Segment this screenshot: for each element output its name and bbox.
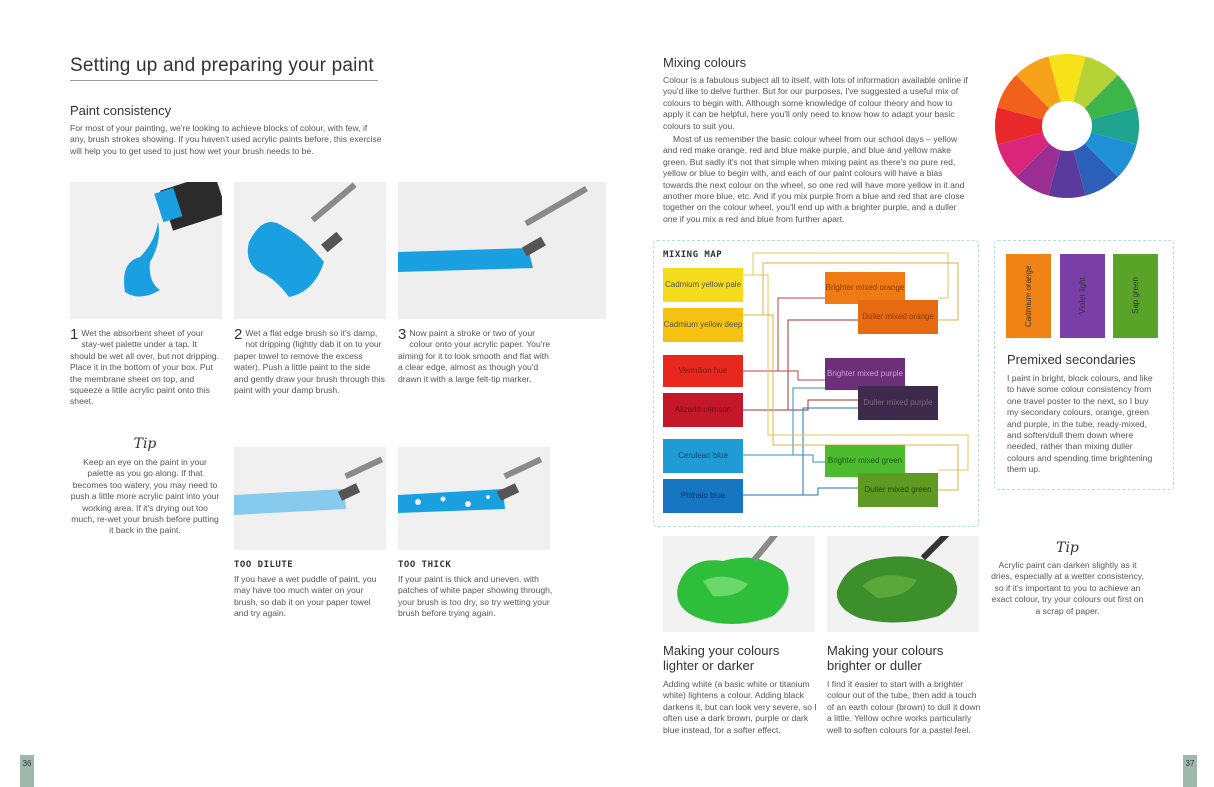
too-dilute-text: If you have a wet puddle of paint, you may have too much water on your brush, so dab it on your paper towel and try again. (234, 574, 377, 619)
lighter-darker-photo (663, 536, 815, 632)
step-1-photo (70, 182, 222, 319)
swatch-sap-green: Sap green (1113, 254, 1158, 338)
swatch-cadmium-yellow-deep: Cadmium yellow deep (663, 308, 743, 342)
step-2-photo (234, 182, 386, 319)
swatch-cerulean-blue: Cerulean blue (663, 439, 743, 473)
swatch-brighter-green: Brighter mixed green (825, 445, 905, 477)
too-thick-label: TOO THICK (398, 560, 452, 570)
page-title: Setting up and preparing your paint (70, 55, 374, 76)
swatch-phthalo-blue: Phthalo blue (663, 479, 743, 513)
tip-text: Keep an eye on the paint in your palette as you go along. If that becomes too watery, you may need to push a little more acrylic paint into your working area. If it's drying out too much, re-wet your brush before putting it back in the paint. (70, 457, 220, 536)
swatch-duller-purple: Duller mixed purple (858, 386, 938, 420)
step-number: 2 (234, 326, 243, 343)
too-dilute-label: TOO DILUTE (234, 560, 294, 570)
step-1-text: 1 Wet the absorbent sheet of your stay-wet palette under a tap. It should be wet all over, but not dripping. Place it in the bottom of your box. Put the membrane sheet on top, and squeeze a little acrylic paint onto this sheet. (70, 326, 220, 407)
swatch-violet-light: Violet light (1060, 254, 1105, 338)
step-number: 1 (70, 326, 79, 343)
step-2-text: 2 Wet a flat edge brush so it's damp, not dripping (lightly dab it on to your paper towel to remove the excess water). Push a little paint to the side and gently draw your brush through this paint with your damp brush. (234, 326, 385, 396)
swatch-duller-orange: Duller mixed orange (858, 300, 938, 334)
swatch-cadmium-orange: Cadmium orange (1006, 254, 1051, 338)
swatch-duller-green: Duller mixed green (858, 473, 938, 507)
step-number: 3 (398, 326, 407, 343)
lighter-darker-text: Adding white (a basic white or titanium white) lightens a colour. Adding black darkens it, but can look very severe, so I often use a dark brown, purple or dark blue instead, for a softer effect. (663, 679, 817, 735)
mixing-colours-text-2: Most of us remember the basic colour wheel from our school days – yellow and red make orange, red and blue make purple, and blue and yellow make green. But sadly it's not that simple when mixing paint as there's no pure red, yellow or blue to begin with, and each of our paint colours will have a bias towards the next colour on the wheel, so one red will have more yellow in it and another more blue, etc. And if you mix purple from a blue and red that are close together on the colour wheel, you'll end up with a brighter purple, and a duller one if you mix a red and blue from further apart. (663, 134, 965, 224)
tip-text-right: Acrylic paint can darken slightly as it dries, especially at a wetter consistency, so if it's important to you to achieve an exact colour, try your colours out first on a scrap of paper. (991, 560, 1144, 616)
swatch-brighter-orange: Brighter mixed orange (825, 272, 905, 304)
swatch-brighter-purple: Brighter mixed purple (825, 358, 905, 390)
step-3-text: 3 Now paint a stroke or two of your colour onto your acrylic paper. You're aiming for it to look smooth and flat with a clear edge, almost as though you'd drawn it with a large felt-tip marker. (398, 326, 551, 384)
brighter-duller-text: I find it easier to start with a brighter colour out of the tube, then add a touch of an earth colour (brown) to dull it down a little. Yellow ochre works particularly well to soften colours for a pastel feel. (827, 679, 981, 735)
mixing-colours-text-1: Colour is a fabulous subject all to itself, with lots of information available online if you'd like to delve further. But for our purposes, I've suggested a useful mix of colours to begin with. Although some knowledge of colour theory and how to apply it can be helpful, here you'll only need to know how to adapt your basic colours to suit you. (663, 75, 968, 131)
premixed-heading: Premixed secondaries (1007, 352, 1136, 367)
mixing-colours-heading: Mixing colours (663, 55, 747, 70)
too-dilute-photo (234, 447, 386, 550)
mixing-map-title: MIXING MAP (663, 250, 723, 260)
swatch-alizarin-crimson: Alizarin crimson (663, 393, 743, 427)
lighter-darker-heading: Making your colours lighter or darker (663, 643, 780, 673)
swatch-vermilion-hue: Vermilion hue (663, 355, 743, 387)
paint-consistency-intro: For most of your painting, we're looking to achieve blocks of colour, with few, if any, brush strokes showing. If you haven't used acrylic paints before, this exercise will help you to get used to just how wet your brush needs to be. (70, 123, 382, 156)
tip-label: Tip (133, 436, 157, 452)
swatch-cadmium-yellow-pale: Cadmium yellow pale (663, 268, 743, 302)
brighter-duller-heading: Making your colours brighter or duller (827, 643, 944, 673)
too-thick-text: If your paint is thick and uneven, with patches of white paper showing through, your brush is too dry, so try wetting your brush before trying again. (398, 574, 553, 619)
page-number-left: 36 (20, 755, 34, 787)
colour-wheel (993, 52, 1141, 200)
page-number-right: 37 (1183, 755, 1197, 787)
brighter-duller-photo (827, 536, 979, 632)
title-underline (70, 80, 378, 81)
paint-consistency-heading: Paint consistency (70, 103, 172, 118)
tip-label-right: Tip (1056, 540, 1079, 556)
too-thick-photo (398, 447, 550, 550)
premixed-text: I paint in bright, block colours, and like to have some colour consistency from one travel poster to the next, so I buy my secondary colours, orange, green and purple, in the tube, ready-mixed, and soften/dull them down where needed, rather than mixing duller colours and spending time brightening them up. (1007, 373, 1153, 475)
step-3-photo (398, 182, 606, 319)
